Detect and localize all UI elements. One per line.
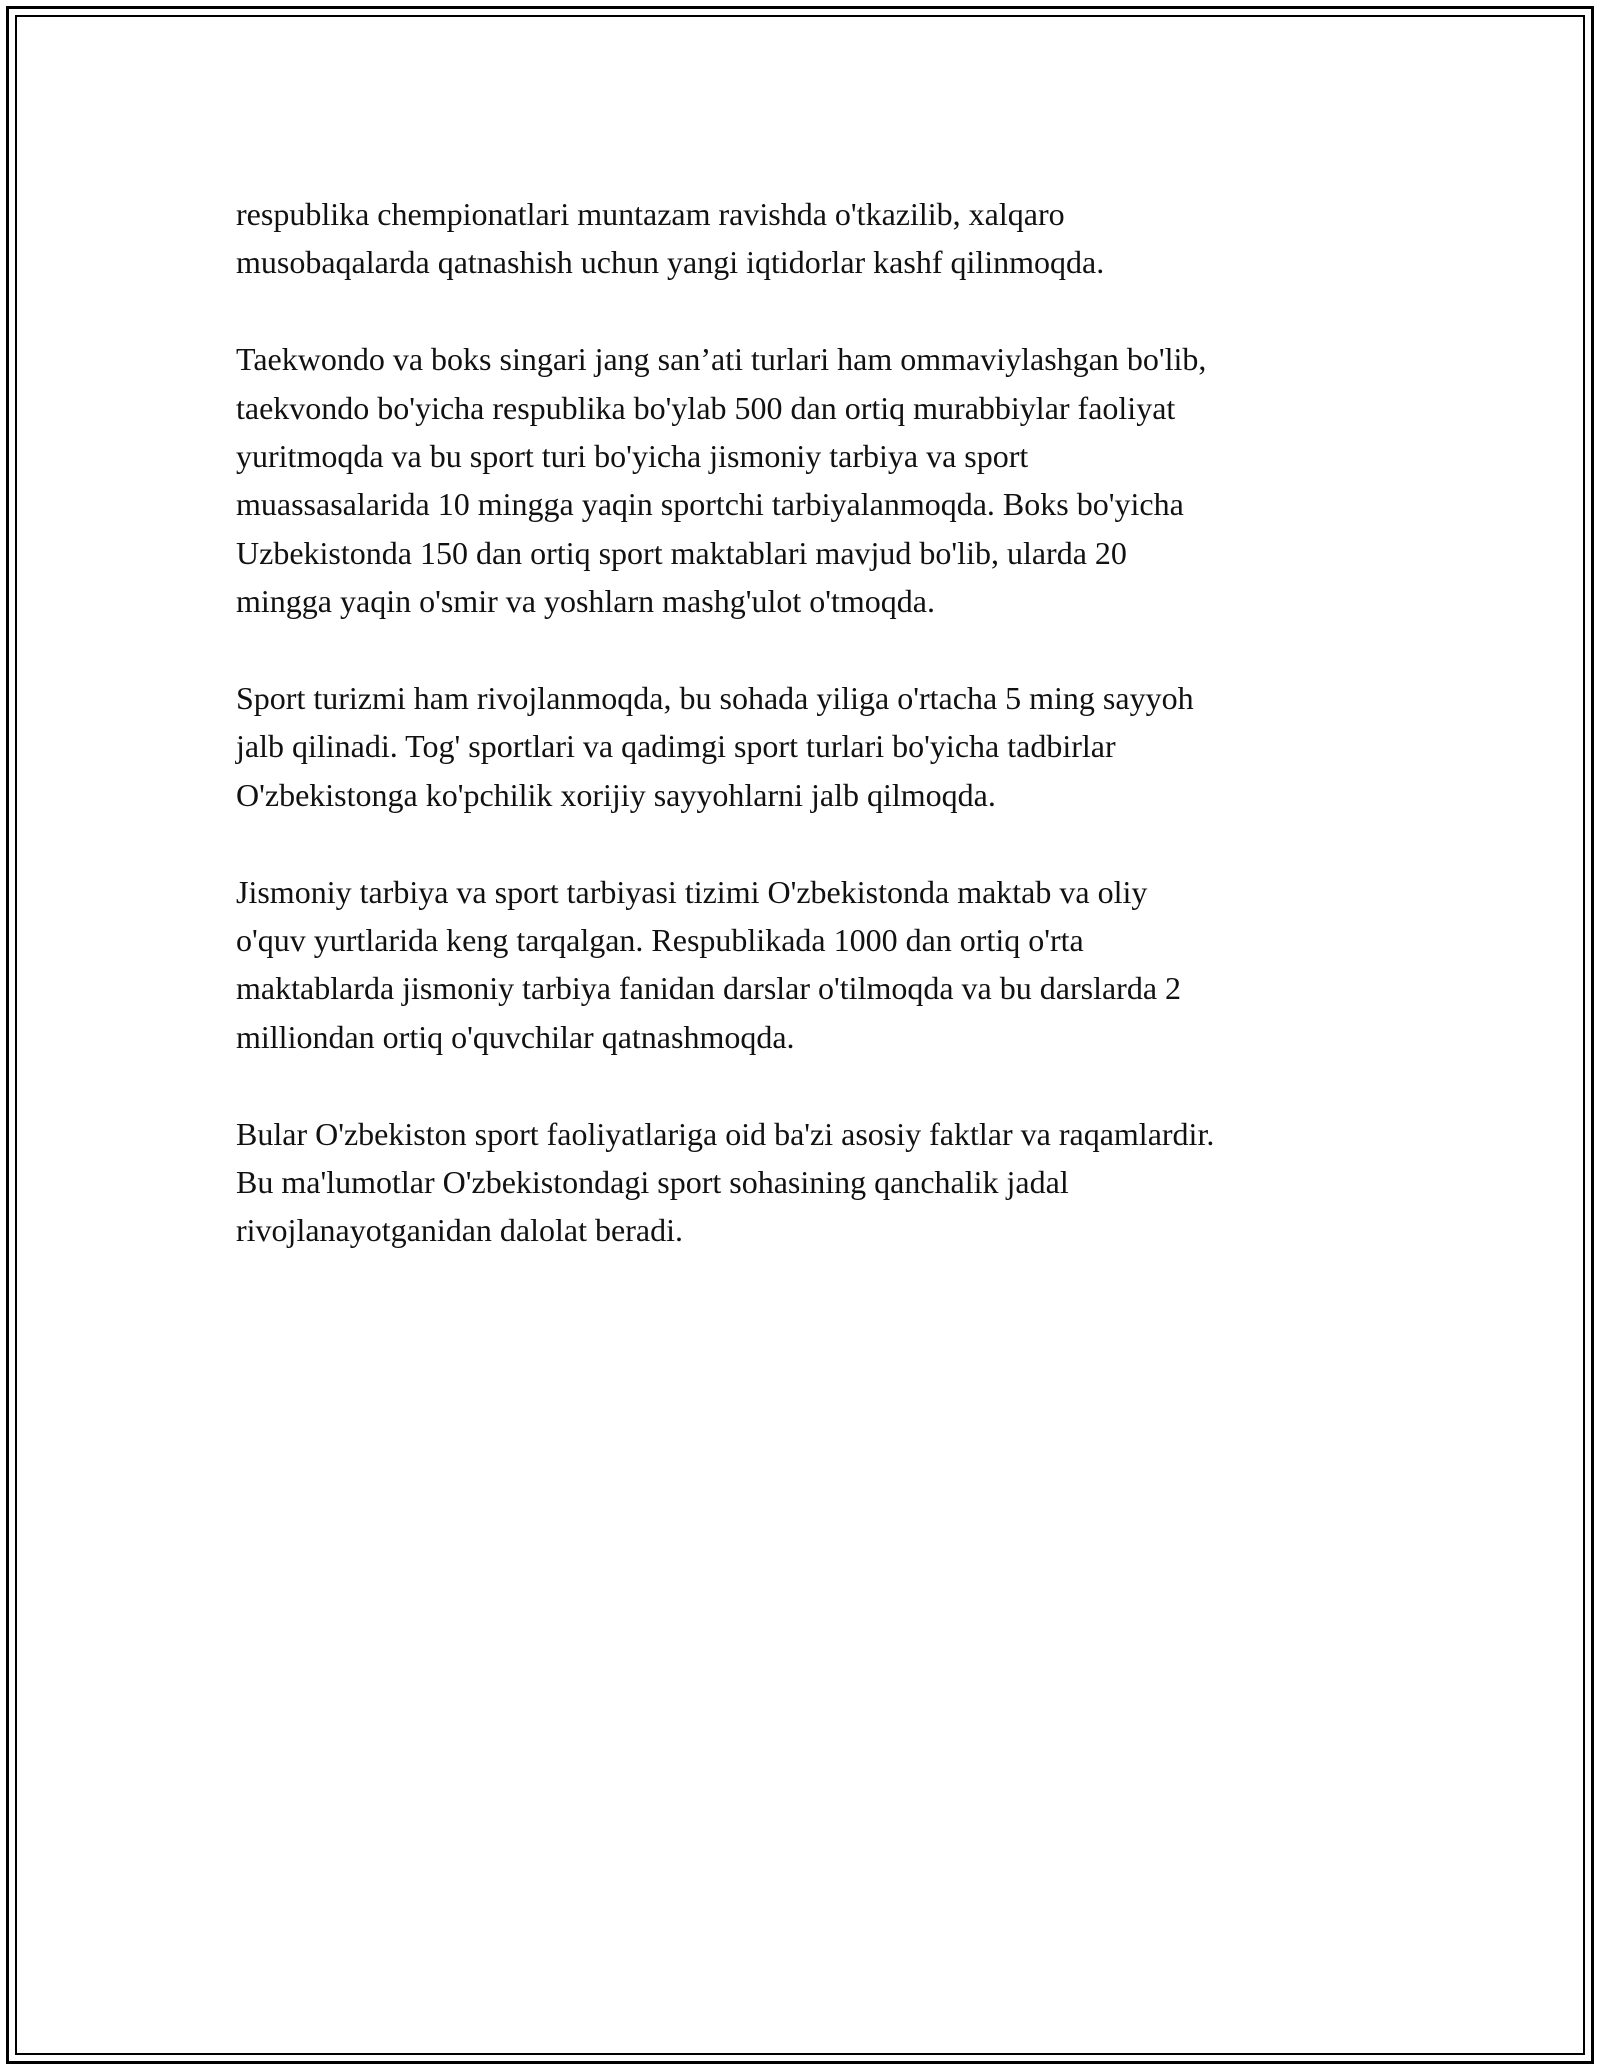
text-line: mingga yaqin o'smir va yoshlarn mashg'ulot o'tmoqda. — [236, 583, 935, 620]
text-line: o'quv yurtlarida keng tarqalgan. Respublikada 1000 dan ortiq o'rta — [236, 922, 1084, 959]
text-line: taekvondo bo'yicha respublika bo'ylab 500 dan ortiq murabbiylar faoliyat — [236, 389, 1176, 426]
text-line: Uzbekistonda 150 dan ortiq sport maktablari mavjud bo'lib, ularda 20 — [236, 534, 1127, 571]
paragraph-sport-tourism — [236, 674, 1386, 819]
text-line: Bu ma'lumotlar O'zbekistondagi sport sohasining qanchalik jadal — [236, 1164, 1069, 1201]
text-line: Bular O'zbekiston sport faoliyatlariga oid ba'zi asosiy faktlar va raqamlardir. — [236, 1115, 1215, 1152]
text-line: Taekwondo va boks singari jang san’ati turlari ham ommaviylashgan bo'lib, — [236, 341, 1207, 378]
text-line: milliondan ortiq o'quvchilar qatnashmoqda. — [236, 1018, 795, 1055]
paragraph-martial-arts — [236, 335, 1386, 625]
document-body — [236, 190, 1386, 1303]
text-line: musobaqalarda qatnashish uchun yangi iqtidorlar kashf qilinmoqda. — [236, 244, 1105, 281]
text-line: muassasalarida 10 mingga yaqin sportchi tarbiyalanmoqda. Boks bo'yicha — [236, 486, 1184, 523]
text-line: Jismoniy tarbiya va sport tarbiyasi tizimi O'zbekistonda maktab va oliy — [236, 873, 1148, 910]
text-line: Sport turizmi ham rivojlanmoqda, bu sohada yiliga o'rtacha 5 ming sayyoh — [236, 680, 1194, 717]
text-line: rivojlanayotganidan dalolat beradi. — [236, 1212, 683, 1249]
text-line: jalb qilinadi. Tog' sportlari va qadimgi sport turlari bo'yicha tadbirlar — [236, 728, 1116, 765]
paragraph-conclusion — [236, 1110, 1386, 1255]
text-line: yuritmoqda va bu sport turi bo'yicha jismoniy tarbiya va sport — [236, 438, 1029, 475]
text-line: O'zbekistonga ko'pchilik xorijiy sayyohlarni jalb qilmoqda. — [236, 776, 996, 813]
text-line: maktablarda jismoniy tarbiya fanidan darslar o'tilmoqda va bu darslarda 2 — [236, 970, 1182, 1007]
paragraph-championships — [236, 190, 1386, 287]
paragraph-physical-education — [236, 868, 1386, 1062]
text-line: respublika chempionatlari muntazam ravishda o'tkazilib, xalqaro — [236, 196, 1065, 232]
